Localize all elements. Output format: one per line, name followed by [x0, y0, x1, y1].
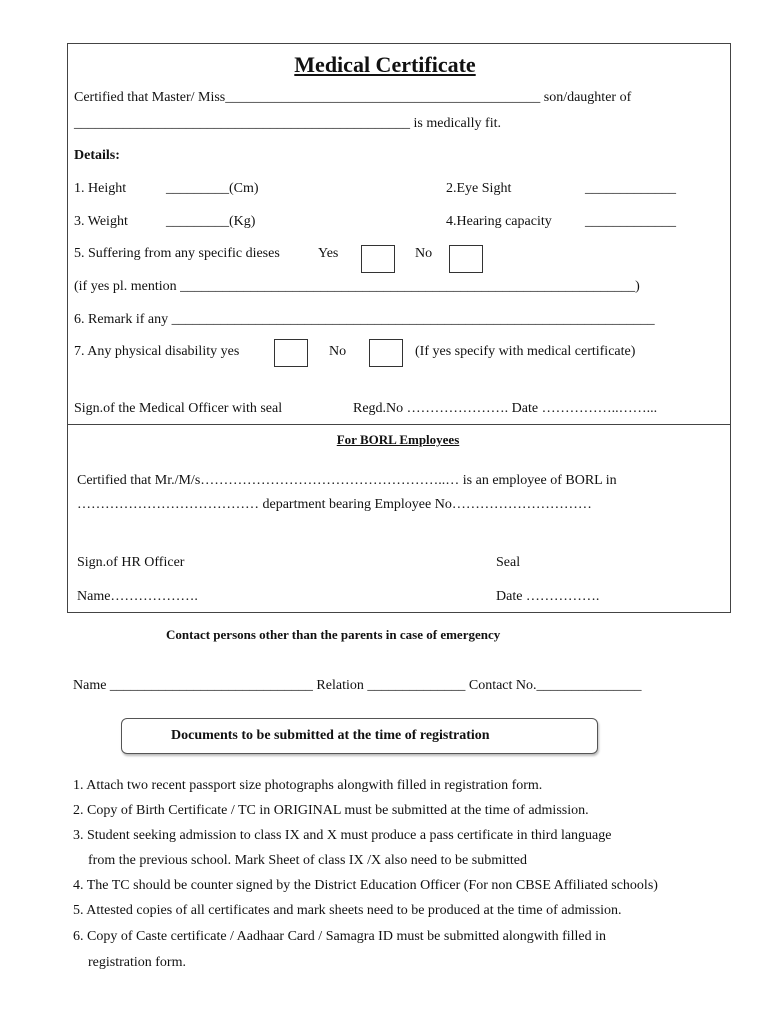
borl-line-2[interactable]: ………………………………… department bearing Employee No…………………………	[77, 497, 592, 512]
remark-line[interactable]: 6. Remark if any _____________________________________________________________________	[74, 312, 655, 327]
hearing-field[interactable]: _____________	[585, 214, 676, 229]
certified-line-1: Certified that Master/ Miss_____________________________________________ son/daughter of	[74, 90, 632, 105]
weight-label: 3. Weight	[74, 214, 128, 229]
doc-item-3: 3. Student seeking admission to class IX and X must produce a pass certificate in third language	[73, 828, 612, 843]
disability-no-label: No	[329, 344, 347, 359]
hr-name-field[interactable]: Name……………….	[77, 589, 198, 604]
doc-item-6-cont: registration form.	[88, 955, 186, 970]
disability-note: (If yes specify with medical certificate)	[415, 344, 636, 359]
eyesight-field[interactable]: _____________	[585, 181, 676, 196]
details-label: Details:	[74, 148, 120, 163]
doc-item-3-cont: from the previous school. Mark Sheet of class IX /X also need to be submitted	[88, 853, 527, 868]
mention-line[interactable]: (if yes pl. mention _________________________________________________________________)	[74, 279, 640, 294]
hr-date-field[interactable]: Date …………….	[496, 589, 600, 604]
contact-heading: Contact persons other than the parents in case of emergency	[166, 627, 501, 642]
disability-label: 7. Any physical disability yes	[74, 344, 240, 359]
contact-line[interactable]: Name _____________________________ Relation ______________ Contact No._______________	[73, 678, 642, 693]
dieses-label: 5. Suffering from any specific dieses	[74, 246, 280, 261]
weight-field[interactable]: _________(Kg)	[166, 214, 256, 229]
doc-item-5: 5. Attested copies of all certificates and mark sheets need to be produced at the time of admission.	[73, 903, 622, 918]
doc-item-2: 2. Copy of Birth Certificate / TC in ORIGINAL must be submitted at the time of admission.	[73, 803, 589, 818]
certified-line-2: ________________________________________________ is medically fit.	[74, 116, 501, 131]
dieses-yes-label: Yes	[318, 246, 339, 261]
seal-label: Seal	[496, 555, 521, 570]
sign-hr-officer: Sign.of HR Officer	[77, 555, 185, 570]
dieses-no-checkbox[interactable]	[449, 245, 483, 273]
sign-medical-officer: Sign.of the Medical Officer with seal	[74, 401, 283, 416]
doc-item-1: 1. Attach two recent passport size photographs alongwith filled in registration form.	[73, 778, 543, 793]
height-field[interactable]: _________(Cm)	[166, 181, 259, 196]
page-title: Medical Certificate	[294, 52, 476, 77]
borl-line-1[interactable]: Certified that Mr./M/s……………………………………………..… is an employee of BORL in	[77, 473, 617, 488]
dieses-no-label: No	[415, 246, 433, 261]
hearing-label: 4.Hearing capacity	[446, 214, 552, 229]
eyesight-label: 2.Eye Sight	[446, 181, 512, 196]
disability-no-checkbox[interactable]	[369, 339, 403, 367]
doc-item-4: 4. The TC should be counter signed by the District Education Officer (For non CBSE Affiliated schools)	[73, 878, 658, 893]
borl-heading: For BORL Employees	[336, 432, 460, 447]
disability-yes-checkbox[interactable]	[274, 339, 308, 367]
dieses-yes-checkbox[interactable]	[361, 245, 395, 273]
documents-heading: Documents to be submitted at the time of registration	[171, 728, 490, 743]
height-label: 1. Height	[74, 181, 127, 196]
documents-banner	[121, 718, 598, 754]
section-divider	[67, 424, 731, 425]
doc-item-6: 6. Copy of Caste certificate / Aadhaar Card / Samagra ID must be submitted alongwith filled in	[73, 929, 607, 944]
regd-date-line[interactable]: Regd.No …………………. Date ……………..……...	[353, 401, 658, 416]
